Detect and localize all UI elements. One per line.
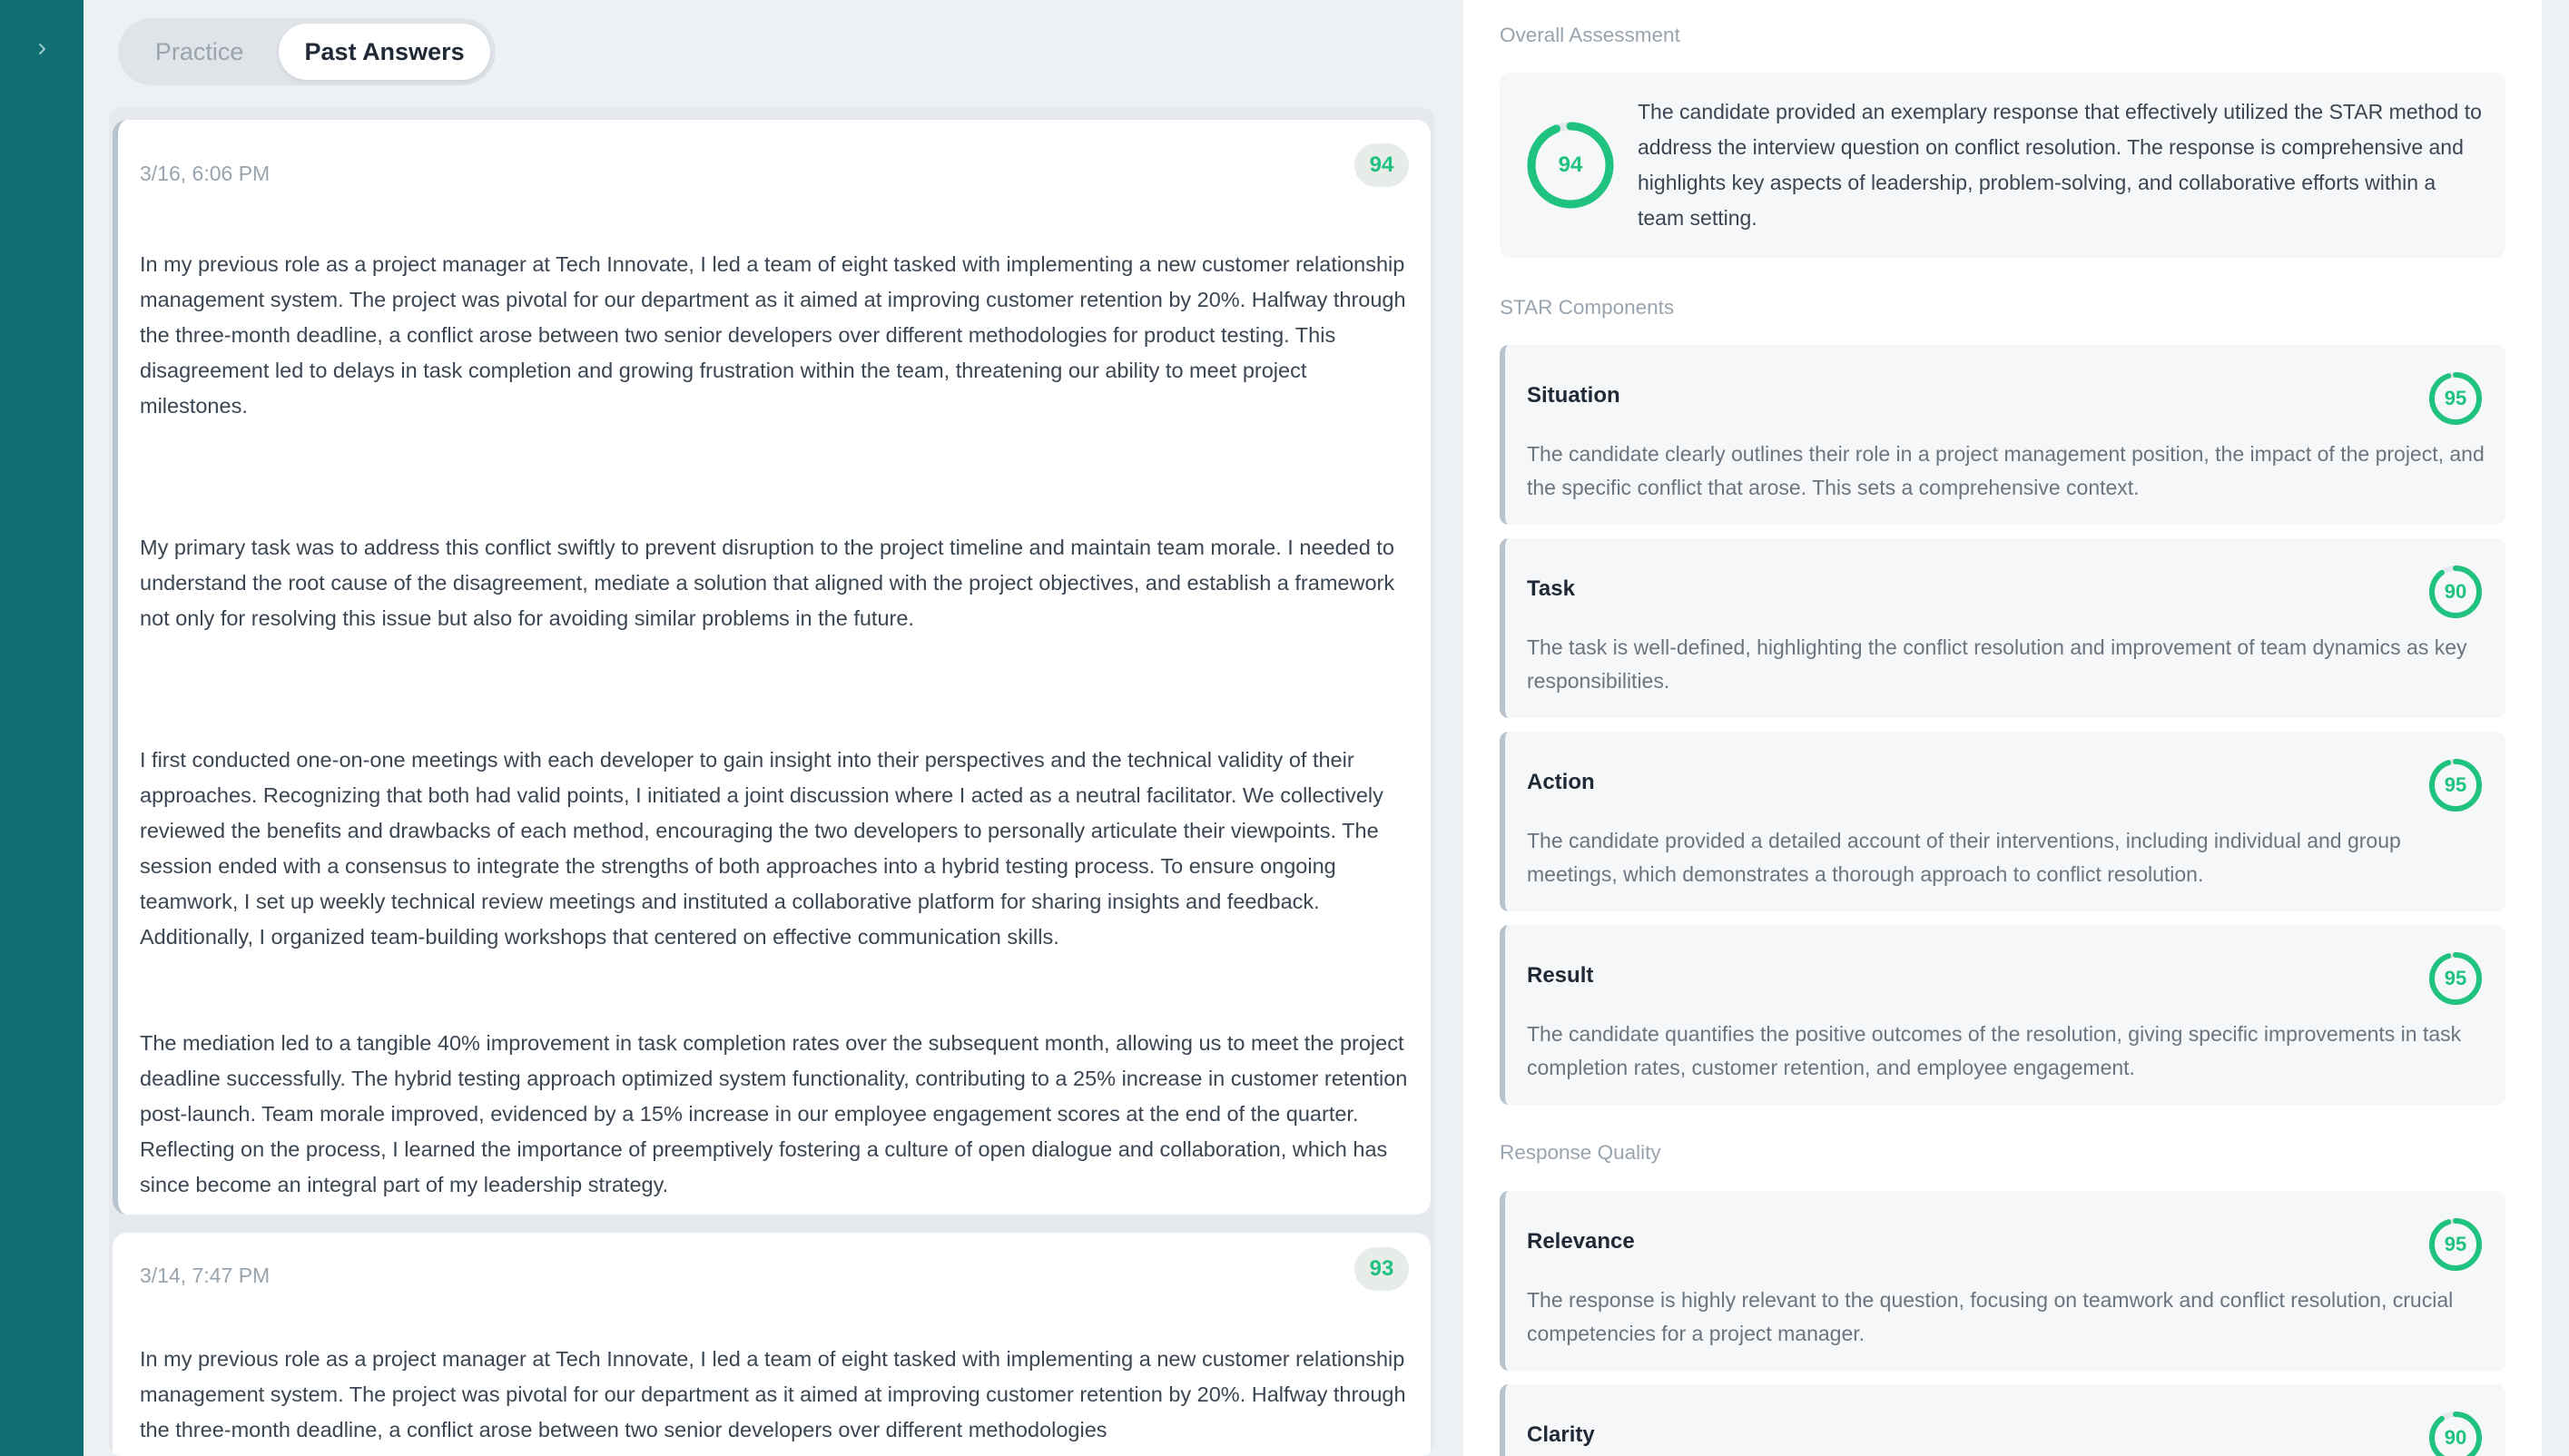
- component-score: 95: [2444, 1233, 2467, 1255]
- answer-paragraph: I first conducted one-on-one meetings with each developer to gain insight into their perspectives and the technical validity of their approaches. Recognizing that both had valid points, I initiated a joint discussion where I acted as a neutral facilitator. We collectively reviewed the benefits and drawbacks of each method, encouraging the two developers to personally articulate their viewpoints. The session ended with a consensus to integrate the strengths of both approaches into a hybrid testing process. To ensure ongoing teamwork, I set up weekly technical review meetings and instituted a collaborative platform for sharing insights and feedback. Additionally, I organized team-building workshops that centered on effective communication skills.: [140, 748, 1383, 949]
- component-name: Relevance: [1527, 1229, 1635, 1254]
- chevron-right-icon[interactable]: [31, 38, 53, 60]
- star-item-action: [1500, 732, 2505, 911]
- component-score: 95: [2444, 387, 2467, 409]
- sidebar-rail: [0, 0, 84, 1456]
- answer-text: [140, 247, 1411, 1203]
- past-answers-list[interactable]: [109, 107, 1434, 1456]
- response-quality-heading: Response Quality: [1500, 1141, 1661, 1164]
- quality-item-relevance: [1500, 1191, 2505, 1371]
- answer-card[interactable]: [113, 1233, 1431, 1456]
- answer-paragraph: My primary task was to address this conflict swiftly to prevent disruption to the project timeline and maintain team morale. I needed to understand the root cause of the disagreement, mediate a solution that aligned with the project objectives, and establish a framework not only for resolving this issue but also for avoiding similar problems in the future.: [140, 536, 1395, 630]
- component-feedback: The candidate clearly outlines their role in a project management position, the impact of the project, and the specific conflict that arose. This sets a comprehensive context.: [1527, 442, 2485, 499]
- component-name: Action: [1527, 770, 1595, 794]
- view-tabs: [118, 18, 496, 85]
- component-name: Result: [1527, 963, 1594, 988]
- component-name: Clarity: [1527, 1422, 1595, 1447]
- tab-practice[interactable]: Practice: [154, 37, 244, 65]
- answer-card[interactable]: [113, 120, 1431, 1215]
- overall-score: 94: [1558, 152, 1583, 177]
- answer-score-badge: 93: [1354, 1247, 1409, 1291]
- component-score: 95: [2444, 967, 2467, 989]
- star-item-situation: [1500, 345, 2505, 525]
- tab-past-answers[interactable]: Past Answers: [279, 24, 490, 80]
- scrollbar-gutter: [2542, 0, 2569, 1456]
- overall-assessment-card: [1500, 73, 2505, 258]
- answer-text: [140, 1342, 1411, 1448]
- star-item-task: [1500, 538, 2505, 718]
- star-item-result: [1500, 925, 2505, 1105]
- overall-assessment-heading: Overall Assessment: [1500, 24, 1680, 46]
- quality-item-clarity: [1500, 1384, 2505, 1456]
- component-feedback: The task is well-defined, highlighting the conflict resolution and improvement of team dynamics as key responsibilities.: [1527, 635, 2467, 693]
- component-feedback: The candidate quantifies the positive outcomes of the resolution, giving specific improvements in task completion rates, customer retention, and employee engagement.: [1527, 1022, 2462, 1079]
- component-score: 90: [2444, 1426, 2467, 1449]
- component-score: 95: [2444, 773, 2467, 796]
- component-name: Situation: [1527, 383, 1620, 408]
- answer-date: 3/16, 6:06 PM: [140, 162, 271, 185]
- component-feedback: The candidate provided a detailed account of their interventions, including individual and group meetings, which demonstrates a thorough approach to conflict resolution.: [1527, 829, 2401, 886]
- answer-date: 3/14, 7:47 PM: [140, 1264, 271, 1287]
- component-feedback: The response is highly relevant to the question, focusing on teamwork and conflict resolution, crucial competencies for a project manager.: [1527, 1288, 2454, 1345]
- answer-score-badge: 94: [1354, 143, 1409, 187]
- star-components-heading: STAR Components: [1500, 296, 1675, 319]
- feedback-panel[interactable]: [1463, 0, 2542, 1456]
- overall-assessment-text: The candidate provided an exemplary response that effectively utilized the STAR method to address the interview question on conflict resolution. The response is comprehensive and highlights key aspects of leadership, problem-solving, and collaborative efforts within a team setting.: [1638, 100, 2482, 230]
- component-score: 90: [2444, 580, 2467, 603]
- answer-paragraph: The mediation led to a tangible 40% improvement in task completion rates over the subsequent month, allowing us to meet the project deadline successfully. The hybrid testing approach optimized system functionality, contributing to a 25% increase in customer retention post-launch. Team morale improved, evidenced by a 15% increase in our employee engagement scores at the end of the quarter. Reflecting on the process, I learned the importance of preemptively fostering a culture of open dialogue and collaboration, which has since become an integral part of my leadership strategy.: [140, 1031, 1408, 1196]
- component-name: Task: [1527, 576, 1575, 601]
- answer-paragraph: In my previous role as a project manager at Tech Innovate, I led a team of eight tasked with implementing a new customer relationship management system. The project was pivotal for our department as it aimed at improving customer retention by 20%. Halfway through the three-month deadline, a conflict arose between two senior developers over different methodologies: [140, 1347, 1406, 1441]
- answer-paragraph: In my previous role as a project manager at Tech Innovate, I led a team of eight tasked with implementing a new customer relationship management system. The project was pivotal for our department as it aimed at improving customer retention by 20%. Halfway through the three-month deadline, a conflict arose between two senior developers over different methodologies for product testing. This disagreement led to delays in task completion and growing frustration within the team, threatening our ability to meet project milestones.: [140, 252, 1406, 418]
